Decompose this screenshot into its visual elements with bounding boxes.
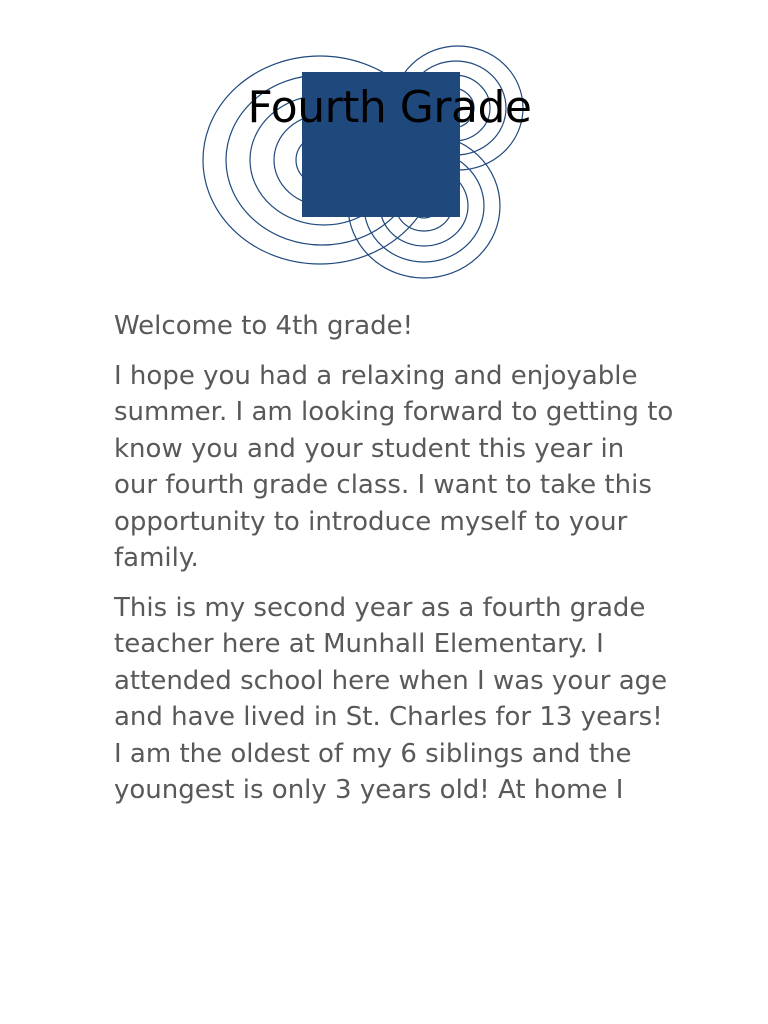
header-graphic [0,0,768,300]
intro-paragraph: I hope you had a relaxing and enjoyable summer. I am looking forward to getting to know you and your student this year in our fourth grade class. I want to take this opportunity to introduce myself to your family. [114,360,674,573]
letter-body [114,308,674,822]
page-title: Fourth Grade [247,82,532,133]
background-paragraph: This is my second year as a fourth grade teacher here at Munhall Elementary. I attended school here when I was your age and have lived in St. Charles for 13 years! I am the oldest of my 6 siblings and the youngest is only 3 years old! At home I [114,592,668,805]
greeting-paragraph: Welcome to 4th grade! [114,311,414,341]
